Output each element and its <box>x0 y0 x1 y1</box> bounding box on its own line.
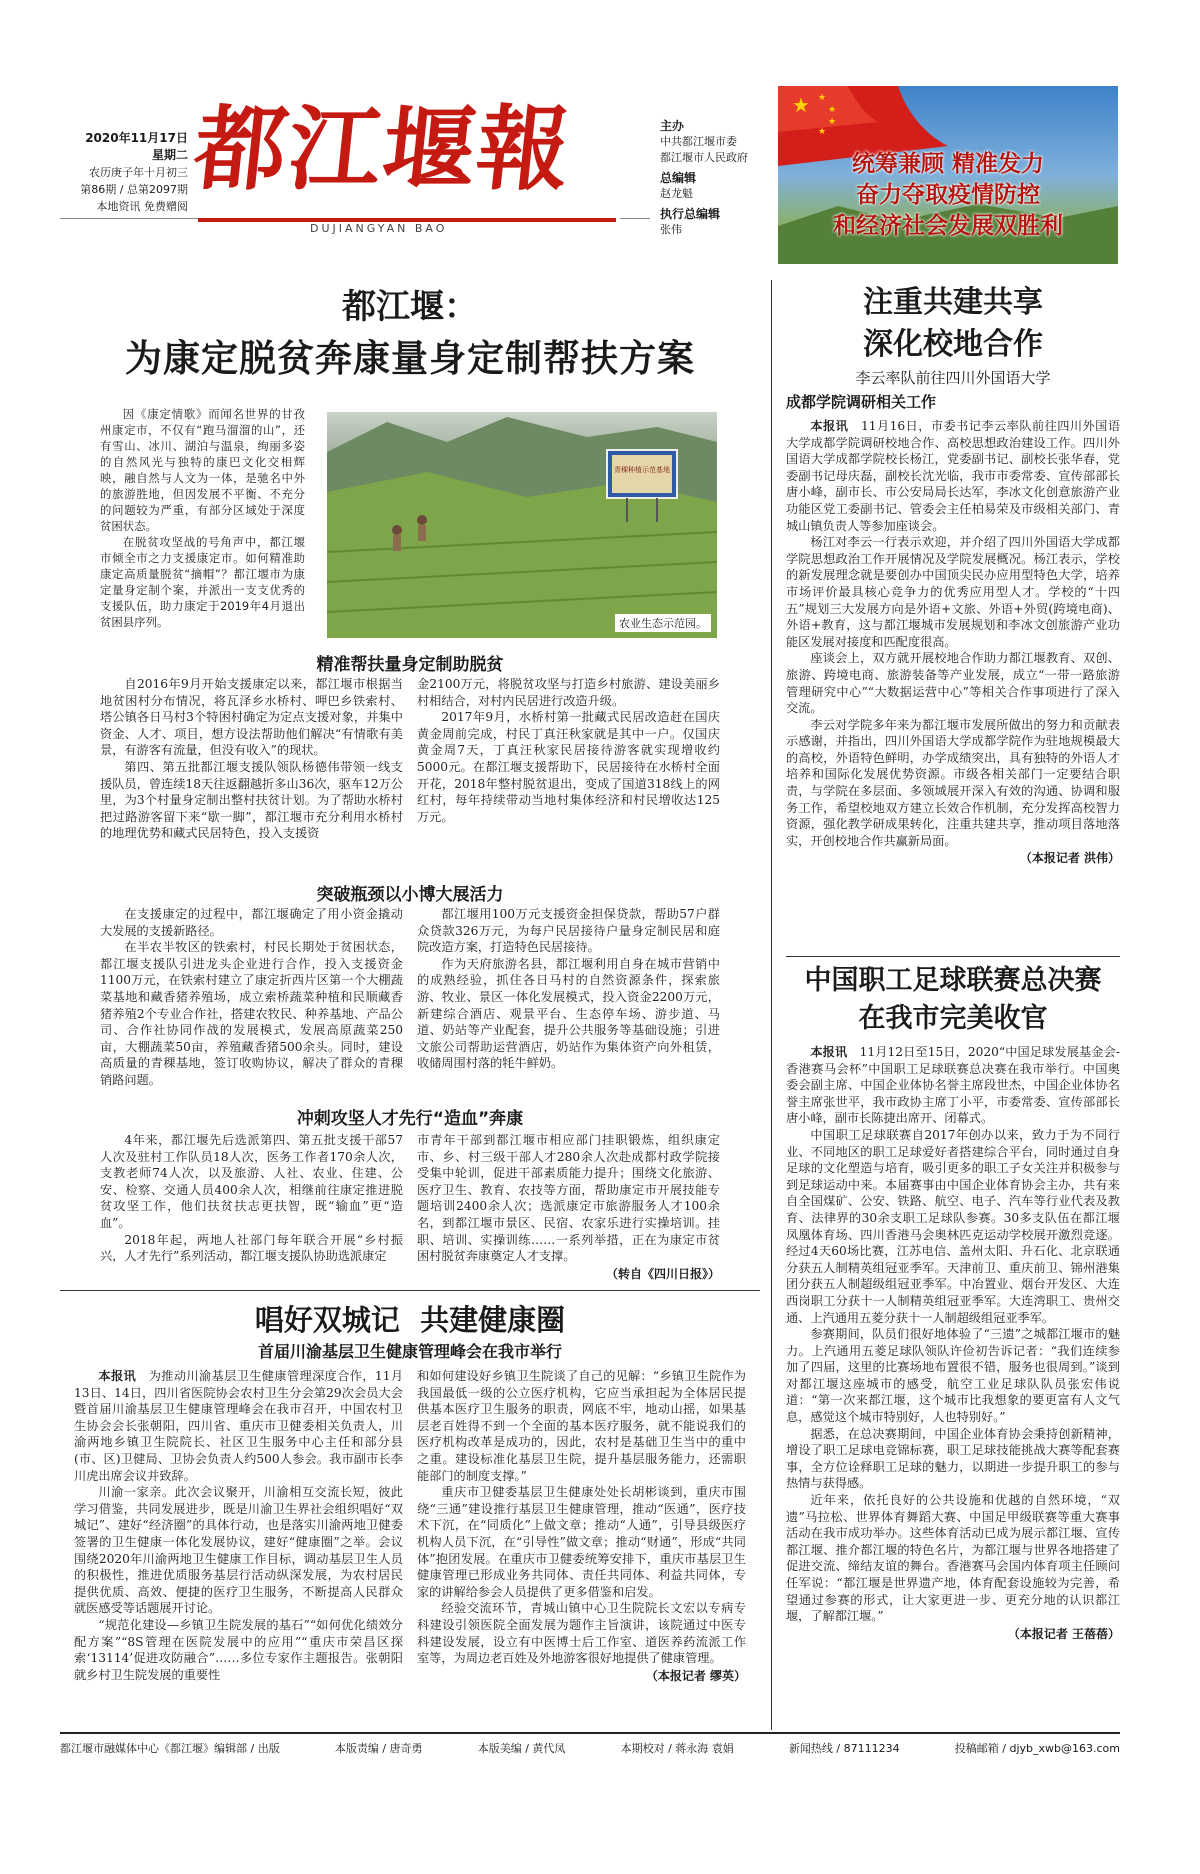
health-reporter: （本报记者 缪英） <box>645 1668 746 1683</box>
footer-publisher: 都江堰市融媒体中心《都江堰》编辑部 / 出版 <box>60 1742 280 1755</box>
sub3-c2-p1: 市青年干部到都江堰市相应部门挂职锻炼，组织康定市、乡、村三级干部人才280余人次赴成都村政学院接受集中轮训，促进干部素质能力提升；围绕文化旅游、医疗卫生、教育、农技等方面，帮助康定市开展技能专题培训2400余人次；选派康定市旅游服务人才100余名，到都江堰市景区、民宿、农家乐进行实操培训。挂职、培训、实操训练……一系列举措，正在为康定市贫困村脱贫奔康奠定人才支撑。 <box>417 1133 720 1264</box>
health-c2-p3: 经验交流环节，青城山镇中心卫生院院长文宏以专病专科建设引领医院全面发展为题作主旨演讲，该院通过中医专科建设发展，设立有中医博士后工作室、道医养药流派工作室等，为周边老百姓及外地游客很好地提供了健康管理。 <box>417 1601 746 1666</box>
university-p2: 杨江对李云一行表示欢迎，并介绍了四川外国语大学成都学院思想政治工作开展情况及学院发展概况。杨江表示，学校的新发展理念就是要创办中国顶尖民办应用型特色大学，培养市场评价最具核心竞争力的优秀应用型人才。学校的“十四五”规划三大发展方向是外语+文旅、外语+外贸(跨境电商)、外语+教育，这与都江堰城市发展规划和李冰文创旅游产业功能区发展对接度和匹配度很高。 <box>786 535 1120 649</box>
lead-kicker: 都江堰： <box>342 287 478 327</box>
football-headline-2: 在我市完美收官 <box>858 1003 1048 1034</box>
health-c1-p1-text: 为推动川渝基层卫生健康管理深度合作，11月13日、14日，四川省医院协会农村卫生分会第29次会员大会暨首届川渝基层卫生健康管理峰会在我市召开，中国农村卫生协会会长张朝阳，四川省、重庆市卫健委相关负责人，川渝两地乡镇卫生院院长、社区卫生服务中心主任和部分县(市、区)卫健局、卫协会负责人约500人参会。我市副市长李川虎出席会议并致辞。 <box>74 1369 403 1483</box>
banner-line-3: 和经济社会发展双胜利 <box>833 212 1063 239</box>
sub1-c1-p2: 第四、第五批都江堰支援队领队杨德伟带领一线支援队员，曾连续18天往返翻越折多山36次，驱车12万公里，为3个村量身定制出整村扶贫计划。为了帮助水桥村把过路游客留下来“歇一脚”，都江堰市充分利用水桥村的地理优势和藏式民居特色，投入支援资 <box>100 759 403 841</box>
football-p1 <box>786 1044 1120 1127</box>
health-headline: 唱好双城记 共建健康圈 <box>254 1303 566 1337</box>
campaign-banner <box>778 86 1118 264</box>
lead-headline: 为康定脱贫奔康量身定制帮扶方案 <box>125 336 695 380</box>
masthead-pinyin: DUJIANGYAN BAO <box>310 222 448 235</box>
football-reporter: （本报记者 王蓓蓓） <box>1007 1626 1120 1641</box>
football-byline: 本报讯 <box>810 1045 848 1059</box>
lead-photo-caption: 农业生态示范园。 <box>615 614 711 632</box>
sponsor-2: 都江堰市人民政府 <box>660 151 748 164</box>
sponsor-label: 主办 <box>660 119 685 133</box>
footer-email: 投稿邮箱 / djyb_xwb@163.com <box>954 1742 1120 1755</box>
lead-intro-1: 因《康定情歌》而闻名世界的甘孜州康定市，不仅有“跑马溜溜的山”，还有雪山、冰川、湖泊与温泉，绚丽多姿的自然风光与独特的康巴文化交相辉映，融自然与人文为一体，是驰名中外的旅游胜地，但因发展不平衡、不充分的问题较为严重，有部分区域处于深度贫困状态。 <box>100 407 305 533</box>
svg-text:★: ★ <box>828 105 837 115</box>
chief-editor: 赵龙魁 <box>660 187 693 200</box>
health-c2-p2: 重庆市卫健委基层卫生健康处处长胡彬谈到，重庆市围绕“三通”建设推行基层卫生健康管理，推动“医通”，医疗技术下沉，在“同质化”上做文章；推动“人通”，引导县级医疗机构人员下沉，在“引导性”做文章；推动“财通”，形成“共同体”抱团发展。在重庆市卫健委统筹安排下，重庆市基层卫生健康管理已形成业务共同体、责任共同体、利益共同体，专家的讲解给参会人员提供了更多借鉴和启发。 <box>417 1485 746 1599</box>
university-reporter: （本报记者 洪伟） <box>1019 851 1120 866</box>
football-p5: 近年来，依托良好的公共设施和优越的自然环境，“双遗”马拉松、世界体育舞蹈大赛、中国足甲级联赛等重大赛事活动在我市成功举办。这些体育活动已成为展示都江堰、宣传都江堰、推介都江堰的特色名片，为都江堰与世界各地搭建了促进交流、缔结友谊的舞台。香港赛马会国内体育项主任顾问任军说：“都江堰是世界遗产地，体育配套设施较为完善，希望通过参赛的形式，让大家更进一步、更充分地的认识都江堰，了解都江堰。” <box>786 1493 1120 1624</box>
football-p2: 中国职工足球联赛自2017年创办以来，致力于为不同行业、不同地区的职工足球爱好者搭建综合平台，同时通过自身足球的文化塑造与培育，吸引更多的职工子女关注并积极参与到足球运动中来。本届赛事由中国企业体育协会主办，共有来自全国煤矿、公安、铁路、航空、电子、汽车等行业代表及教育、法律界的30余支职工足球队参赛。30多支队伍在都江堰凤凰体育场、四川香港马会奥林匹克运动学校展开激烈竞逐。经过4天60场比赛，江苏电信、盖州太阳、升石化、北京联通分获五人制精英组冠亚季军。天津前卫、重庆前卫、锦州港集团分获五人制超级组冠亚季军。中冶置业、烟台开发区、大连西岗职工分获十一人制精英组冠亚季军。大连湾职工、贵州交通、上汽通用五菱分获十一人制超级组冠亚季军。 <box>786 1127 1120 1325</box>
footer-hotline: 新闻热线 / 87111234 <box>788 1742 900 1755</box>
university-p1-text: 11月16日，市委书记李云率队前往四川外国语大学成都学院调研校地合作、高校思想政治建设工作。四川外国语大学成都学院校长杨江，党委副书记、副校长张华春，党委副书记母庆磊，副校长沈光临，我市市委常委、宣传部部长唐小峰，副市长、市公安局局长达军，李冰文化创意旅游产业功能区党工委副书记、管委会主任柏易荣及市级相关部门、青城山镇负责人等参加座谈会。 <box>786 419 1121 533</box>
university-p3: 座谈会上，双方就开展校地合作助力都江堰教育、双创、旅游、跨境电商、旅游装备等产业发展，成立“一带一路旅游管理研究中心”“大数据运营中心”等相关合作事项进行了深入交流。 <box>786 651 1120 716</box>
sponsor-1: 中共都江堰市委 <box>660 135 737 148</box>
exec-editor-label: 执行总编辑 <box>660 207 721 221</box>
sub2-c1-p2: 在半农半牧区的铁索村，村民长期处于贫困状态，都江堰支援队引进龙头企业进行合作，投入支援资金1100万元，在铁索村建立了康定折西片区第一个大棚蔬菜基地和藏香猪养殖场，成立索桥蔬菜种植和民顺藏香猪养殖2个专业合作社，搭建农牧民、种养基地、产品公司、合作社协同作战的发展模式，发展高原蔬菜250亩，大棚蔬菜50亩，养殖藏香猪500余头。同时，建设高质量的青稞基地，签订收购协议，解决了群众的青稞销路问题。 <box>100 940 403 1087</box>
sub3-c1-p1: 4年来，都江堰先后选派第四、第五批支援干部57人次及驻村工作队员18人次，医务工作者170余人次，支教老师74人次，以及旅游、人社、农业、住建、公安、检察、交通人员400余人次，相继前往康定推进脱贫攻坚工作，他们扶贫扶志更扶智，既“输血”更“造血”。 <box>100 1133 403 1230</box>
health-subhead: 首届川渝基层卫生健康管理峰会在我市举行 <box>257 1342 562 1361</box>
sub3-c1-p2: 2018年起，两地人社部门每年联合开展“乡村振兴，人才先行”系列活动，都江堰支援队协助选派康定 <box>100 1232 403 1264</box>
issue-number: 第86期 / 总第2097期 <box>80 183 188 196</box>
footer-bar <box>60 1738 1120 1760</box>
university-headline-2: 深化校地合作 <box>863 327 1043 362</box>
footer-proofreader: 本期校对 / 蒋永海 袁娟 <box>620 1742 734 1755</box>
university-p1 <box>786 418 1120 534</box>
football-p3: 参赛期间，队员们很好地体验了“三遗”之城都江堰市的魅力。上汽通用五菱足球队领队许俭初告诉记者：“我们连续参加了四届，这里的比赛场地布置很不错，服务也很周到。”谈到对都江堰这座城市的感受，航空工业足球队队员张宏伟说道：“第一次来都江堰，这个城市比我想象的要更富有人文气息，感觉这个城市特别好，人也特别好。” <box>786 1327 1120 1425</box>
lead-source: （转自《四川日报》） <box>605 1266 720 1281</box>
university-p4: 李云对学院多年来为都江堰市发展所做出的努力和贡献表示感谢，并指出，四川外国语大学成都学院作为驻地规模最大的高校，外语特色鲜明，办学成绩突出，具有独特的外语人才培养和国际化发展优势资源。市级各相关部门一定要结合职责，与学院在多层面、多领域展开深入有效的沟通、协调和服务工作，希望校地双方建立长效合作机制，充分发挥高校智力资源，强化教学研成果转化，注重共建共享，推动项目落地落实，开创校地合作共赢新局面。 <box>786 717 1120 848</box>
football-article <box>786 962 1120 1728</box>
distribution-note: 本地资讯 免费赠阅 <box>96 200 188 213</box>
sub1-c2-p1: 金2100万元，将脱贫攻坚与打造乡村旅游、建设美丽乡村相结合，对村内民居进行改造升级。 <box>417 677 720 708</box>
football-p1-text: 11月12日至15日，2020“中国足球发展基金会-香港赛马会杯”中国职工足球联赛总决赛在我市举行。中国奥委会副主席、中国企业体协名誉主席段世杰，中国企业体协名誉主席张世平，我市政协主席丁小平，市委常委、宣传部部长唐小峰，副市长陈捷出席开、闭幕式。 <box>786 1045 1121 1126</box>
banner-line-2: 奋力夺取疫情防控 <box>856 181 1040 208</box>
health-article <box>60 1300 760 1728</box>
lead-article <box>60 282 760 1344</box>
health-c1-p2: 川渝一家亲。此次会议聚开，川渝相互交流长短，彼此学习借鉴，共同发展进步，既是川渝卫生界社会组织唱好“双城记”、建好“经济圈”的具体行动，也是落实川渝两地卫健委签署的卫生健康一体化发展协议，建好“健康圈”之举。会议围绕2020年川渝两地卫生健康工作目标，调动基层卫生人员的积极性，推进优质服务基层行活动纵深发展，为农村居民提供优质、高效、便捷的医疗卫生服务，不断提高人民群众就医感受等话题展开讨论。 <box>74 1485 403 1616</box>
sub1-c1-p1: 自2016年9月开始支援康定以来，都江堰市根据当地贫困村分布情况，将瓦泽乡水桥村、呷巴乡铁索村、塔公镇各日马村3个特困村确定为定点支援对象，并集中资金、人才、项目，想方设法帮助他们解决“有情歌有美景，有游客有流量，但没有收入”的现状。 <box>100 677 403 758</box>
health-c1-p1 <box>74 1368 403 1484</box>
exec-editor: 张伟 <box>660 223 682 236</box>
university-article <box>786 282 1120 950</box>
sub1-c2-p2: 2017年9月，水桥村第一批藏式民居改造赶在国庆黄金周前完成，村民丁真汪秋家就是其中一户。仅国庆黄金周7天，丁真汪秋家民居接待游客就实现增收约5000元。在都江堰支援帮助下，民居接待在水桥村全面开花，2018年整村脱贫退出，变成了国道318线上的网红村，每年持续带动当地村集体经济和村民增收达125万元。 <box>417 710 720 824</box>
university-headline-1: 注重共建共享 <box>863 285 1043 320</box>
lunar-date: 农历庚子年十月初三 <box>89 166 188 179</box>
issue-date: 2020年11月17日 <box>85 131 188 145</box>
svg-text:★: ★ <box>792 93 810 117</box>
lead-photo <box>327 412 717 638</box>
lead-intro-2: 在脱贫攻坚战的号角声中，都江堰市倾全市之力支援康定市。如何精准助康定高质量脱贫“摘帽”？都江堰市为康定量身定制个案，并派出一支支优秀的支援队伍，助力康定于2019年4月退出贫困县序列。 <box>100 535 305 629</box>
sub2-c2-p1: 都江堰用100万元支援资金担保贷款，帮助57户群众贷款326万元，为每户民居接待户量身定制民居和庭院改造方案，打造特色民居接待。 <box>417 907 720 955</box>
lead-subhead-1: 精准帮扶量身定制助脱贫 <box>316 655 504 675</box>
lead-subhead-3: 冲刺攻坚人才先行“造血”奔康 <box>296 1109 524 1129</box>
svg-text:★: ★ <box>818 127 827 137</box>
university-byline: 本报讯 <box>810 419 849 433</box>
sub2-c2-p2: 作为天府旅游名县，都江堰利用自身在城市营销中的成熟经验，抓住各日马村的自然资源条件，探索旅游、牧业、景区一体化发展模式，投入资金2200万元，新建综合酒店、观景平台、生态停车场、游步道、马道、奶站等产业配套，提升公共服务等基础设施；引进文旅公司帮助运营酒店，奶站作为集体资产向外租赁，收储周围村落的牦牛鲜奶。 <box>417 956 720 1071</box>
footer-designer: 本版美编 / 黄代凤 <box>477 1742 566 1755</box>
svg-text:★: ★ <box>818 93 827 103</box>
svg-text:★: ★ <box>828 117 837 127</box>
university-subhead-1: 李云率队前往四川外国语大学 <box>855 369 1051 387</box>
chief-editor-label: 总编辑 <box>660 171 697 185</box>
sub2-c1-p1: 在支援康定的过程中，都江堰确定了用小资金撬动大发展的支援新路径。 <box>100 907 403 938</box>
football-headline-1: 中国职工足球联赛总决赛 <box>804 965 1102 996</box>
banner-line-1: 统筹兼顾 精准发力 <box>851 150 1044 177</box>
masthead <box>60 72 650 272</box>
masthead-sponsors <box>660 118 790 238</box>
footer-editor: 本版责编 / 唐奇勇 <box>334 1742 423 1755</box>
masthead-title: 都江堰報 <box>189 95 577 203</box>
issue-weekday: 星期二 <box>151 148 188 162</box>
health-c2-p1: 和如何建设好乡镇卫生院谈了自己的见解：“乡镇卫生院作为我国最低一级的公立医疗机构，它应当承担起为全体居民提供基本医疗卫生服务的职责，网底不牢，地动山摇，如果基层老百姓得不到一个全面的基本医疗服务，就不能说我们的医疗机构改革是成功的，因此，农村是基础卫生当中的重中之重。建设标准化基层卫生院，提升基层服务能力，还需职能部门的制度支撑。” <box>417 1369 746 1483</box>
health-c1-p3: “规范化建设—乡镇卫生院发展的基石”“如何优化绩效分配方案”“8S管理在医院发展中的应用”“重庆市荣昌区探索‘13114’促进攻防融合”……多位专家作主题报告。张朝阳就乡村卫生院发展的重要性 <box>74 1617 403 1682</box>
football-p4: 据悉，在总决赛期间，中国企业体育协会秉持创新精神，增设了职工足球电竞锦标赛，职工足球技能挑战大赛等配套赛事，全方位诠释职工足球的魅力，以期进一步提升职工的参与热情与获得感。 <box>786 1426 1120 1491</box>
health-byline: 本报讯 <box>98 1369 137 1383</box>
lead-subhead-2: 突破瓶颈以小博大展活力 <box>316 885 504 905</box>
column-divider <box>771 280 772 1730</box>
billboard-text: 青稞种植示范基地 <box>614 466 670 474</box>
university-subhead-2: 成都学院调研相关工作 <box>786 393 937 411</box>
